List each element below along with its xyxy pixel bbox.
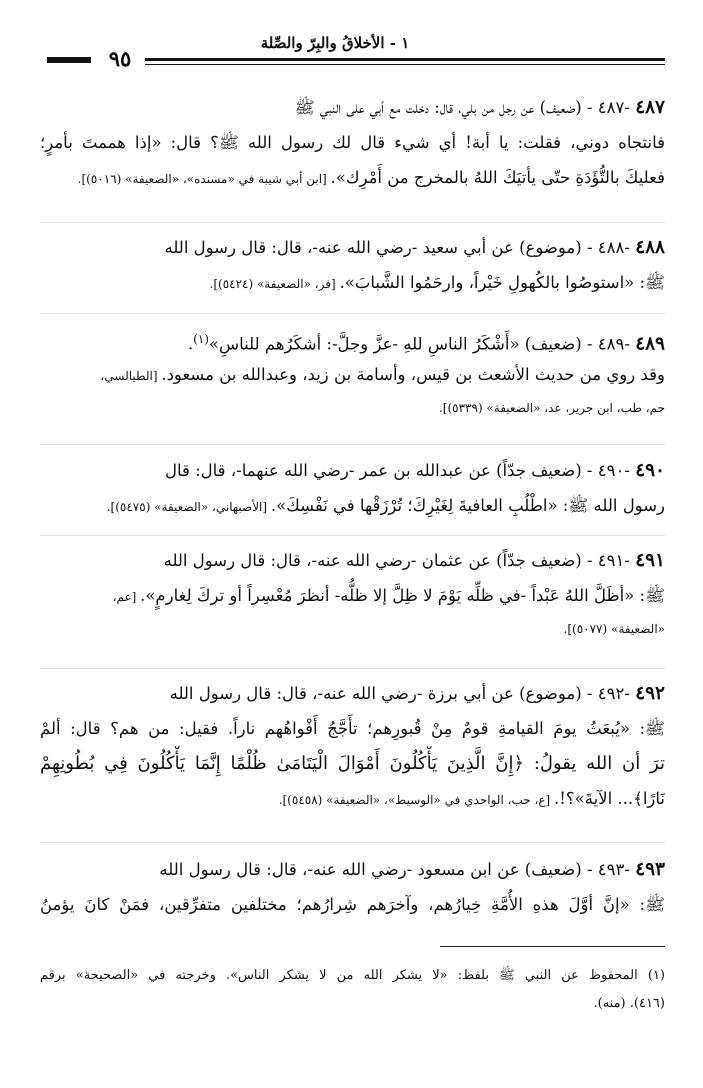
running-header-title: ١ - الأخلاقُ والبِرّ والصِّلة (260, 34, 410, 52)
hadith-entry-490 (40, 453, 665, 523)
hadith-text: ﷺ: «أظَلَّ اللهُ عَبْداً -في ظلِّه يَوْمَ لا ظِلَّ إلا ظلُّه- أنظرَ مُعْسِراً أو تركَ لِغارمٍ». (140, 586, 665, 605)
hadith-text: ﷺ: «إنَّ أوَّلَ هذهِ الأُمَّةِ خِيارُهم، وآخرَهم شِرارُهم؛ مختلفين متفرِّقين، فمَنْ كانَ يؤمنُ (40, 895, 665, 914)
quran-verse: ترَ أن الله يقولُ: ﴿إِنَّ الَّذِينَ يَأْكُلُونَ أَمْوَالَ الْيَتَامَىٰ ظُلْمًا إِنَّمَا يَأْكُلُونَ فِي بُطُونِهِمْ (40, 753, 665, 774)
hadith-text: ﷺ: «استوصُوا بالكُهولِ خَيْراً، وارحَمُوا الشَّبابَ». (339, 273, 665, 292)
hadith-number: ٤٩٠ (635, 460, 665, 481)
footnote-text: (١) المحفوظ عن النبي ﷺ بلفظ: «لا يشكر الله من لا يشكر الناس». وخرجته في «الصحيحة» برقم (40, 968, 665, 983)
quran-verse: نَارًا﴾... الآيةَ»؟!. (554, 789, 665, 808)
source-reference: [ابن أبي شيبة في «مسنده»، «الضعيفة» (٥٠١٦)]. (77, 172, 331, 186)
hadith-entry-492 (40, 676, 665, 816)
hadith-text: -٤٩٠ - (ضعيف جدّاً) عن عبدالله بن عمر -رضي الله عنهما-، قال: قال (164, 461, 636, 480)
source-reference: [فر، «الضعيفة» (٥٤٢٤)]. (209, 277, 340, 291)
page-number: ٩٥ (108, 46, 132, 71)
hadith-number: ٤٩٣ (635, 859, 665, 880)
header-rule (145, 58, 665, 61)
entry-separator (40, 444, 665, 445)
entry-separator (40, 842, 665, 843)
entry-separator (40, 535, 665, 536)
hadith-text: -٤٨٧ - (ضعيف) عن رجل من بلي، قال: دخلت مع أبي على النبي ﷺ (294, 98, 636, 117)
entry-separator (40, 668, 665, 669)
hadith-number: ٤٨٩ (635, 333, 665, 355)
hadith-text: -٤٩٣ - (ضعيف) عن ابن مسعود -رضي الله عنه-، قال: قال رسول الله (159, 860, 636, 879)
source-reference: [ع، حب، الواحدي في «الوسيط»، «الضعيفة» (٥٤٥٨)]. (278, 793, 555, 807)
source-reference: «الضعيفة» (٥٠٧٧)]. (563, 622, 665, 636)
source-reference: حم، طب، ابن جرير، عد، «الضعيفة» (٥٣٣٩)]. (438, 401, 665, 415)
footnote-rule (440, 946, 665, 947)
hadith-number: ٤٩١ (635, 550, 665, 571)
hadith-text: ﷺ: «يُبعَثُ يومَ القيامةِ قومٌ مِنْ قُبورِهم؛ تأَجَّجُ أَفْواهُهم ناراً. فقيل: من هم؟ قال: ألمْ (40, 719, 665, 738)
hadith-entry-489 (40, 322, 665, 424)
hadith-number: ٤٨٨ (635, 237, 665, 258)
page-number-bar (47, 57, 91, 63)
hadith-text: -٤٩١ - (ضعيف جدّاً) عن عثمان -رضي الله عنه-، قال: قال رسول الله (163, 551, 636, 570)
hadith-entry-491 (40, 543, 665, 645)
footnote-marker[interactable]: (١) (193, 332, 209, 346)
hadith-entry-487 (40, 90, 665, 195)
header-rule-thin (145, 64, 665, 65)
hadith-text: فانتجاه دوني، فقلت: يا أبة! أي شيء قال لك رسول الله ﷺ؟ قال: «إذا هممتَ بأمرٍ؛ (40, 133, 665, 152)
hadith-text: وقد روي من حديث الأشعث بن قيس، وأسامة بن زيد، وعبدالله بن مسعود. (161, 365, 665, 384)
source-reference: [عم، (112, 590, 141, 604)
hadith-text: -٤٨٨ - (موضوع) عن أبي سعيد -رضي الله عنه-، قال: قال رسول الله (164, 238, 636, 257)
hadith-text: -٤٩٢ - (موضوع) عن أبي برزة -رضي الله عنه-، قال: قال رسول الله (169, 684, 636, 703)
entry-separator (40, 222, 665, 223)
hadith-text: فعليكَ بالتُّؤَدَةِ حتّى يأتيَكَ اللهُ بالمخرج من أَمْرِك». (330, 168, 665, 187)
source-reference: [الطيالسي، (100, 369, 162, 383)
hadith-text: -٤٨٩ - (ضعيف) «أَشْكَرُ الناسِ للهِ -عزَّ وجلَّ-: أشكَرُهم للناسِ» (208, 334, 636, 354)
footnote (40, 962, 665, 1018)
hadith-number: ٤٩٢ (635, 683, 665, 704)
entry-separator (40, 313, 665, 314)
hadith-entry-493 (40, 852, 665, 922)
hadith-text: . (187, 334, 194, 354)
hadith-text: رسول الله ﷺ: «اطْلُبِ العافيةَ لِغَيْرِكَ؛ تُرْزَقْها في نَفْسِكَ». (270, 496, 665, 515)
source-reference: [الأصبهاني، «الضعيفة» (٥٤٧٥)]. (106, 500, 271, 514)
footnote-text: (٤١٦). (منه). (593, 996, 665, 1011)
hadith-entry-488 (40, 230, 665, 300)
hadith-number: ٤٨٧ (635, 97, 665, 118)
